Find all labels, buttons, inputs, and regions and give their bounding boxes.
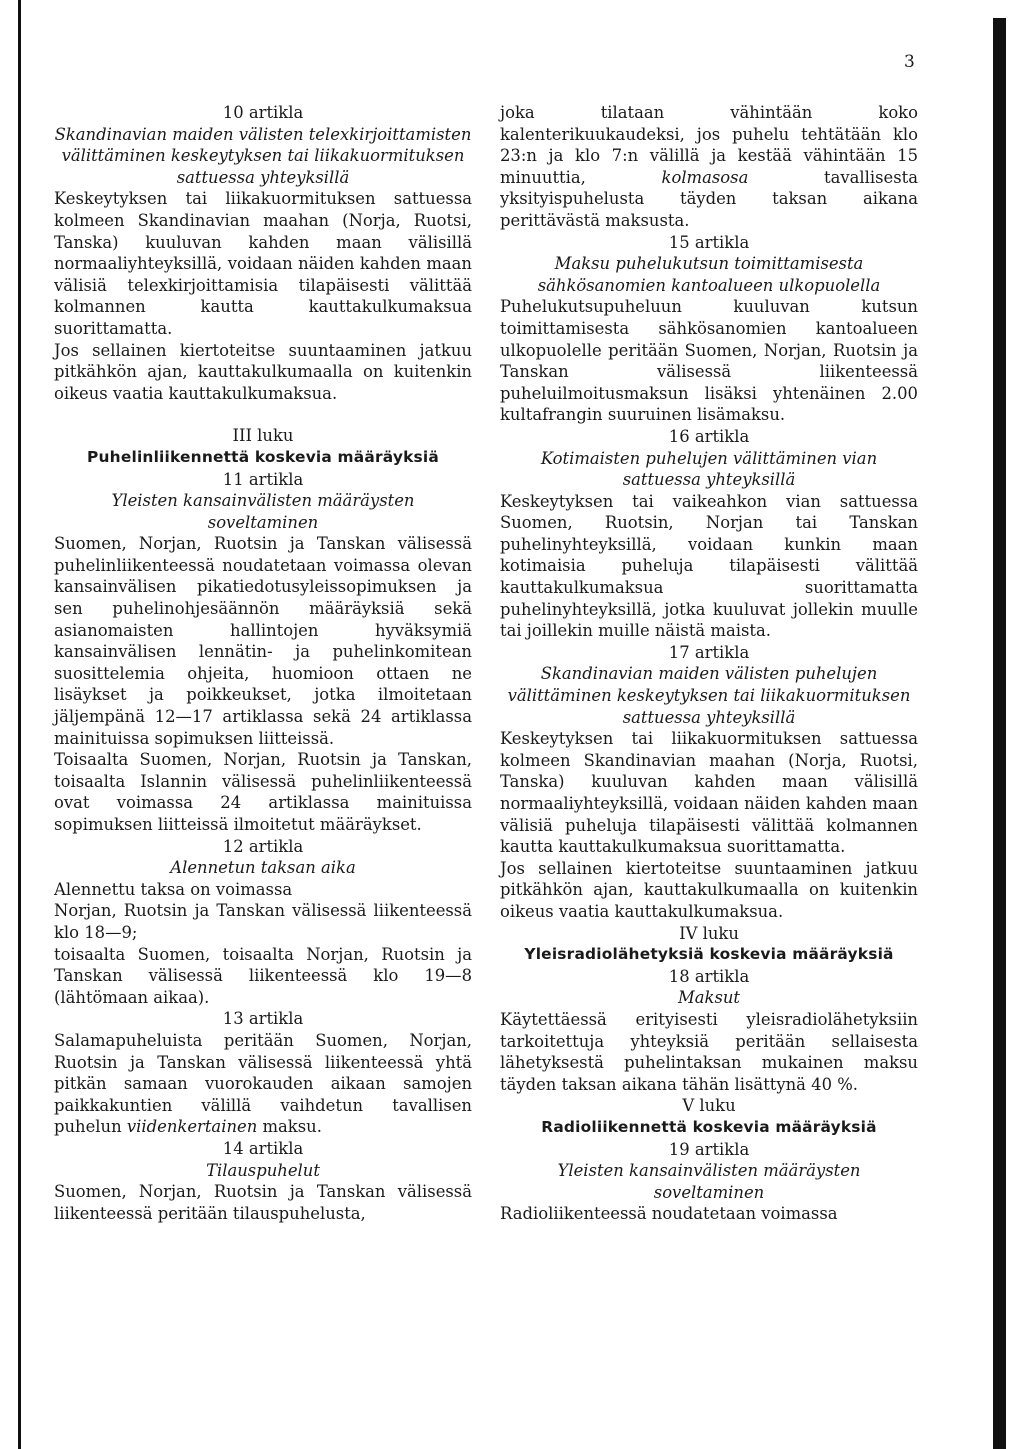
chapter-5-heading: V luku — [682, 1096, 736, 1116]
chapter-4-heading: IV luku — [679, 923, 739, 943]
left-column — [54, 102, 472, 1224]
article-14-cont-end: tavallisesta yksityispuhelusta täyden taksan aikana perittävästä maksusta. — [500, 167, 918, 230]
article-11-paragraph-2: Toisaalta Suomen, Norjan, Ruotsin ja Tanskan, toisaalta Islannin välisessä puhelinliikenteessä ovat voimassa 24 artiklassa mainituissa sopimuksen liitteissä ilmoitetut määräykset. — [54, 750, 472, 834]
article-14-cont-start: joka tilataan vähintään koko kalenterikuukaudeksi, jos puhelu tehtätään klo 23:n ja klo 7:n välillä ja kestää vähintään 15 minuuttia, — [500, 103, 918, 187]
article-18-heading: 18 artikla — [668, 966, 750, 986]
article-19-paragraph-1: Radioliikenteessä noudatetaan voimassa — [500, 1204, 838, 1224]
article-14-paragraph-1: Suomen, Norjan, Ruotsin ja Tanskan välisessä liikenteessä peritään tilauspuhelusta, — [54, 1182, 472, 1223]
article-19-title: Yleisten kansainvälisten määräysten soveltaminen — [557, 1161, 861, 1202]
article-12-paragraph-3: toisaalta Suomen, toisaalta Norjan, Ruotsin ja Tanskan välisessä liikenteessä klo 19—8 (lähtömaan aikaa). — [54, 944, 472, 1007]
scan-edge-right — [993, 18, 1006, 1449]
article-14-cont-emphasis: kolmasosa — [661, 167, 749, 187]
article-14-continuation — [500, 102, 918, 232]
article-11-title: Yleisten kansainvälisten määräysten soveltaminen — [111, 491, 415, 532]
chapter-4-title: Yleisradiolähetyksiä koskevia määräyksiä — [524, 945, 894, 964]
article-12-paragraph-2: Norjan, Ruotsin ja Tanskan välisessä liikenteessä klo 18—9; — [54, 901, 472, 942]
chapter-3-heading: III luku — [232, 426, 294, 446]
article-14-title: Tilauspuhelut — [206, 1160, 320, 1180]
chapter-3-title: Puhelinliikennettä koskevia määräyksiä — [87, 447, 439, 466]
article-17-paragraph-1: Keskeytyksen tai liikakuormituksen sattuessa kolmeen Skandinavian maahan (Norja, Ruotsi, Tanska) kuuluvan kahden maan välisillä normaaliyhteyksillä, voidaan näiden kahden maan välisiä puheluja tilapäisesti välittää kolmannen kautta kauttakulkumaksua suorittamatta. — [500, 729, 918, 857]
article-16-heading: 16 artikla — [668, 426, 750, 446]
article-10-heading: 10 artikla — [222, 103, 304, 122]
article-13-text-end: maksu. — [262, 1117, 322, 1137]
article-12-title: Alennetun taksan aika — [170, 858, 356, 878]
article-14-heading: 14 artikla — [222, 1138, 304, 1158]
article-12-paragraph-1: Alennettu taksa on voimassa — [54, 879, 293, 899]
right-column — [500, 102, 918, 1225]
article-10-title: Skandinavian maiden välisten telexkirjoittamisten välittäminen keskeytyksen tai liikakuormituksen sattuessa yhteyksillä — [54, 124, 472, 187]
page-number: 3 — [904, 52, 915, 72]
article-13-paragraph-1 — [54, 1030, 472, 1138]
scan-edge-left — [18, 0, 21, 1449]
article-19-heading: 19 artikla — [668, 1139, 750, 1159]
article-18-paragraph-1: Käytettäessä erityisesti yleisradiolähetyksiin tarkoitettuja yhteyksiä peritään sellaisesta lähetyksestä puhelintaksan mukainen maksu täyden taksan aikana tähän lisättynä 40 %. — [500, 1009, 918, 1094]
article-10-paragraph-2: Jos sellainen kiertoteitse suuntaaminen jatkuu pitkähkön ajan, kauttakulkumaalla on kuitenkin oikeus vaatia kauttakulkumaksua. — [54, 340, 472, 403]
article-13-text-start: Salamapuheluista peritään Suomen, Norjan, Ruotsin ja Tanskan välisessä liikenteessä yhtä pitkän samaan vuorokauden aikaan samojen paikkakuntien välillä vaihdetun tavallisen puhelun — [54, 1030, 472, 1137]
article-11-heading: 11 artikla — [222, 469, 304, 489]
article-15-paragraph-1: Puhelukutsupuheluun kuuluvan kutsun toimittamisesta sähkösanomien kantoalueen ulkopuolelle peritään Suomen, Norjan, Ruotsin ja Tanskan välisessä liikenteessä puheluilmoitusmaksun lisäksi yhtenäinen 2.00 kultafrangin suuruinen lisämaksu. — [500, 297, 918, 425]
article-16-paragraph-1: Keskeytyksen tai vaikeahkon vian sattuessa Suomen, Ruotsin, Norjan tai Tanskan puhelinyhteyksillä, voidaan kunkin maan kotimaisia puheluja tilapäisesti välittää kauttakulkumaksua suorittamatta puhelinyhteyksillä, jotka kuuluvat jollekin muulle tai joillekin muille näistä maista. — [500, 491, 918, 641]
article-13-emphasis: viidenkertainen — [126, 1117, 258, 1137]
article-17-heading: 17 artikla — [668, 642, 750, 662]
article-10-paragraph-1: Keskeytyksen tai liikakuormituksen sattuessa kolmeen Skandinavian maahan (Norja, Ruotsi, Tanska) kuuluvan kahden maan välisillä normaaliyhteyksillä, voidaan näiden kahden maan välisiä telexkirjoittamisia tilapäisesti välittää kolmannen kautta kauttakulkumaksua suorittamatta. — [54, 189, 472, 338]
article-11-paragraph-1: Suomen, Norjan, Ruotsin ja Tanskan välisessä puhelinliikenteessä noudatetaan voimassa olevan kansainvälisen pikatiedotusyleissopimuksen ja sen puhelinohjesäännön määräyksiä sekä asianomaisten hallintojen hyväksymiä kansainvälisen lennätin- ja puhelinkomitean suosittelemia ohjeita, huomioon ottaen ne lisäykset ja poikkeukset, jotka ilmoitetaan jäljempänä 12—17 artiklassa sekä 24 artiklassa mainituissa sopimuksen liitteissä. — [54, 534, 472, 748]
article-18-title: Maksut — [677, 988, 741, 1008]
article-12-heading: 12 artikla — [222, 836, 304, 856]
article-16-title: Kotimaisten puhelujen välittäminen vian sattuessa yhteyksillä — [540, 448, 878, 490]
article-15-heading: 15 artikla — [668, 232, 750, 252]
article-17-paragraph-2: Jos sellainen kiertoteitse suuntaaminen jatkuu pitkähkön ajan, kauttakulkumaalla on kuitenkin oikeus vaatia kauttakulkumaksua. — [500, 858, 918, 921]
article-15-title: Maksu puhelukutsun toimittamisesta sähkösanomien kantoalueen ulkopuolella — [537, 254, 881, 295]
chapter-5-title: Radioliikennettä koskevia määräyksiä — [541, 1117, 877, 1136]
spacer — [54, 404, 472, 425]
article-17-title: Skandinavian maiden välisten puhelujen välittäminen keskeytyksen tai liikakuormituksen sattuessa yhteyksillä — [507, 664, 911, 727]
article-13-heading: 13 artikla — [222, 1009, 304, 1029]
